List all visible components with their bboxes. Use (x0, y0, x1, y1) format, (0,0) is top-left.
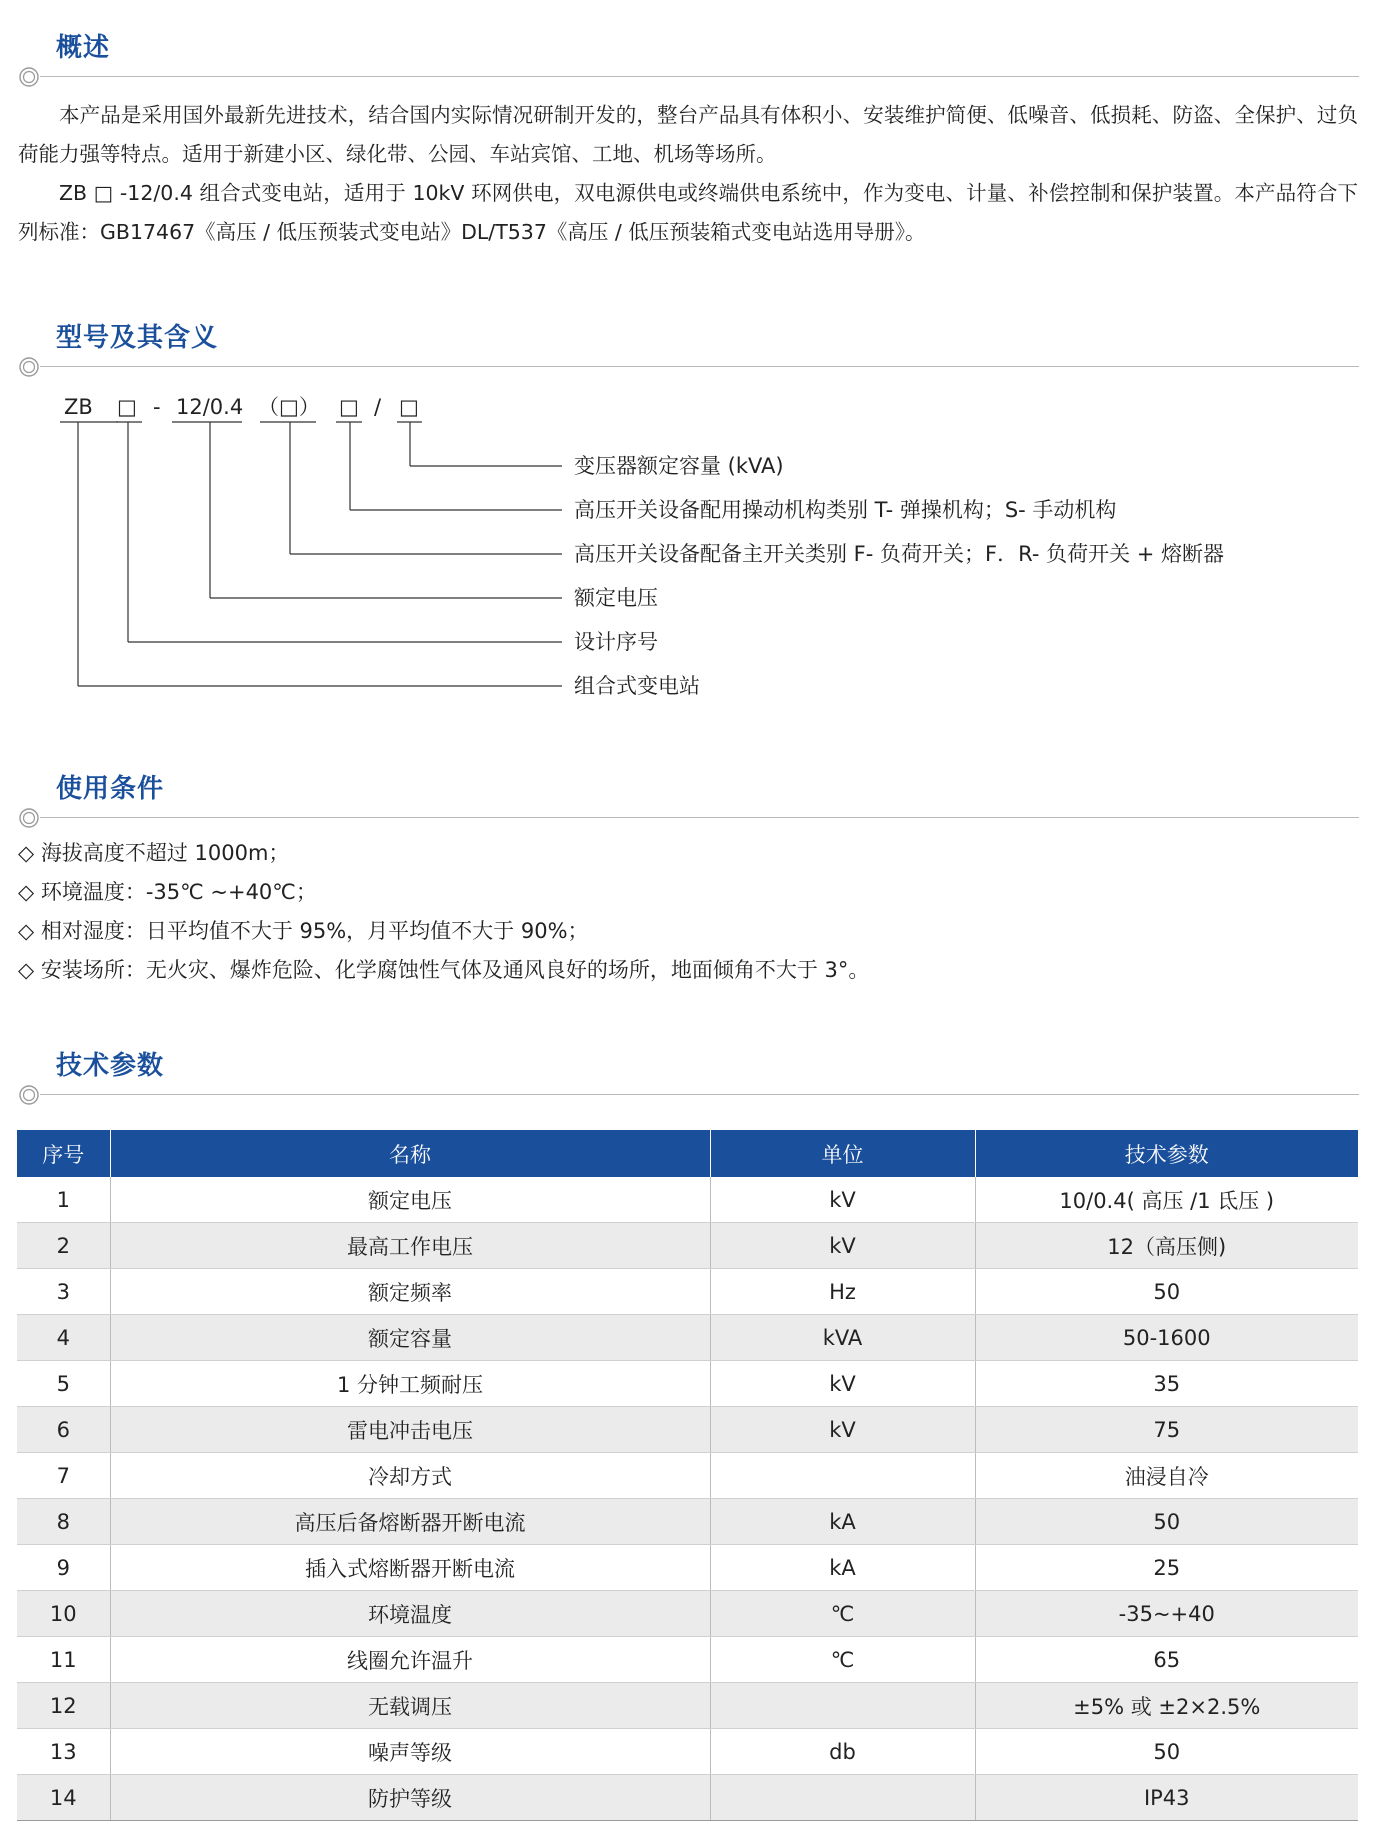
table-cell: ℃ (710, 1637, 975, 1683)
table-cell: 75 (975, 1407, 1358, 1453)
circle-bullet-icon (18, 1084, 40, 1106)
overview-paragraph: ZB □ -12/0.4 组合式变电站，适用于 10kV 环网供电，双电源供电或终端供电系统中，作为变电、计量、补偿控制和保护装置。本产品符合下列标准：GB17467《高压 / 低压预装式变电站》DL/T537《高压 / 低压预装箱式变电站选用导册》。 (18, 181, 1358, 244)
table-cell: 额定频率 (110, 1269, 710, 1315)
table-cell: 噪声等级 (110, 1729, 710, 1775)
model-code-part: （□） (258, 395, 320, 419)
table-row (17, 1637, 1358, 1683)
table-cell: 3 (17, 1269, 110, 1315)
table-cell: kV (710, 1407, 975, 1453)
table-cell: kVA (710, 1315, 975, 1361)
model-code-part: - (153, 395, 161, 419)
table-cell (710, 1683, 975, 1729)
table-cell: 插入式熔断器开断电流 (110, 1545, 710, 1591)
table-row (17, 1269, 1358, 1315)
condition-item: ◇ 环境温度：-35℃ ~+40℃； (18, 880, 317, 904)
circle-bullet-icon (18, 807, 40, 829)
model-legend-item: 组合式变电站 (574, 674, 700, 698)
table-cell: 防护等级 (110, 1775, 710, 1821)
table-cell: kA (710, 1545, 975, 1591)
table-cell: 线圈允许温升 (110, 1637, 710, 1683)
table-cell: kV (710, 1361, 975, 1407)
table-cell: 35 (975, 1361, 1358, 1407)
table-cell: -35~+40 (975, 1591, 1358, 1637)
table-cell: 1 (17, 1177, 110, 1223)
table-cell: 10/0.4( 高压 /1 氐压 ) (975, 1177, 1358, 1223)
model-diagram-lines (0, 0, 1373, 720)
model-legend-item: 设计序号 (574, 630, 658, 654)
model-code-part: / (374, 395, 382, 419)
table-row (17, 1499, 1358, 1545)
table-row (17, 1177, 1358, 1223)
condition-item: ◇ 相对湿度：日平均值不大于 95%，月平均值不大于 90%； (18, 919, 589, 943)
params-table (17, 1130, 1358, 1821)
table-cell: 6 (17, 1407, 110, 1453)
model-code-part: □ (117, 395, 137, 419)
condition-item: ◇ 海拔高度不超过 1000m； (18, 841, 290, 865)
table-cell: 12 (17, 1683, 110, 1729)
table-cell: 油浸自冷 (975, 1453, 1358, 1499)
section-title: 概述 (56, 33, 111, 63)
table-row (17, 1729, 1358, 1775)
table-cell: kV (710, 1177, 975, 1223)
table-cell: 雷电冲击电压 (110, 1407, 710, 1453)
table-row (17, 1361, 1358, 1407)
table-cell: kA (710, 1499, 975, 1545)
table-cell (710, 1453, 975, 1499)
table-cell: 25 (975, 1545, 1358, 1591)
table-cell: 50 (975, 1499, 1358, 1545)
table-cell: 11 (17, 1637, 110, 1683)
table-cell: 最高工作电压 (110, 1223, 710, 1269)
table-cell: db (710, 1729, 975, 1775)
table-cell: 1 分钟工频耐压 (110, 1361, 710, 1407)
model-legend-item: 高压开关设备配备主开关类别 F- 负荷开关；F．R- 负荷开关 + 熔断器 (574, 542, 1225, 566)
model-code-part: 12/0.4 (176, 395, 244, 419)
table-header-row (17, 1130, 1358, 1177)
table-cell: Hz (710, 1269, 975, 1315)
table-cell: 4 (17, 1315, 110, 1361)
table-cell: 8 (17, 1499, 110, 1545)
table-cell: 5 (17, 1361, 110, 1407)
table-cell: 12（高压侧) (975, 1223, 1358, 1269)
table-cell: 65 (975, 1637, 1358, 1683)
condition-item: ◇ 安装场所：无火灾、爆炸危险、化学腐蚀性气体及通风良好的场所，地面倾角不大于 3°。 (18, 958, 870, 982)
table-cell: 14 (17, 1775, 110, 1821)
model-code-part: ZB (64, 395, 93, 419)
table-cell: 冷却方式 (110, 1453, 710, 1499)
column-header: 技术参数 (975, 1130, 1358, 1177)
model-code-part: □ (399, 395, 419, 419)
model-code-part: □ (339, 395, 359, 419)
table-row (17, 1407, 1358, 1453)
table-cell: 10 (17, 1591, 110, 1637)
table-cell: 环境温度 (110, 1591, 710, 1637)
column-header: 名称 (110, 1130, 710, 1177)
section-header-conditions (0, 771, 1373, 831)
table-cell: 额定容量 (110, 1315, 710, 1361)
table-row (17, 1453, 1358, 1499)
table-cell: IP43 (975, 1775, 1358, 1821)
table-row (17, 1223, 1358, 1269)
model-legend-item: 变压器额定容量 (kVA) (574, 454, 784, 478)
model-legend-item: 额定电压 (574, 586, 658, 610)
table-row (17, 1591, 1358, 1637)
table-cell: kV (710, 1223, 975, 1269)
table-cell: 9 (17, 1545, 110, 1591)
table-cell: ±5% 或 ±2×2.5% (975, 1683, 1358, 1729)
table-cell: 2 (17, 1223, 110, 1269)
section-title: 型号及其含义 (56, 323, 219, 353)
section-title: 使用条件 (56, 774, 165, 804)
table-cell: 7 (17, 1453, 110, 1499)
table-cell: 50-1600 (975, 1315, 1358, 1361)
divider (40, 817, 1359, 818)
column-header: 单位 (710, 1130, 975, 1177)
table-cell: ℃ (710, 1591, 975, 1637)
table-cell (710, 1775, 975, 1821)
table-cell: 高压后备熔断器开断电流 (110, 1499, 710, 1545)
divider (40, 1094, 1359, 1095)
overview-paragraph: 本产品是采用国外最新先进技术，结合国内实际情况研制开发的，整台产品具有体积小、安装维护简便、低噪音、低损耗、防盗、全保护、过负荷能力强等特点。适用于新建小区、绿化带、公园、车站宾馆、工地、机场等场所。 (18, 103, 1358, 166)
section-title: 技术参数 (56, 1051, 165, 1081)
table-row (17, 1315, 1358, 1361)
table-row (17, 1545, 1358, 1591)
table-row (17, 1683, 1358, 1729)
table-row (17, 1775, 1358, 1821)
section-header-params (0, 1048, 1373, 1108)
table-cell: 额定电压 (110, 1177, 710, 1223)
table-cell: 50 (975, 1729, 1358, 1775)
table-cell: 13 (17, 1729, 110, 1775)
table-cell: 50 (975, 1269, 1358, 1315)
column-header: 序号 (17, 1130, 110, 1177)
table-cell: 无载调压 (110, 1683, 710, 1729)
model-legend-item: 高压开关设备配用操动机构类别 T- 弹操机构；S- 手动机构 (574, 498, 1117, 522)
